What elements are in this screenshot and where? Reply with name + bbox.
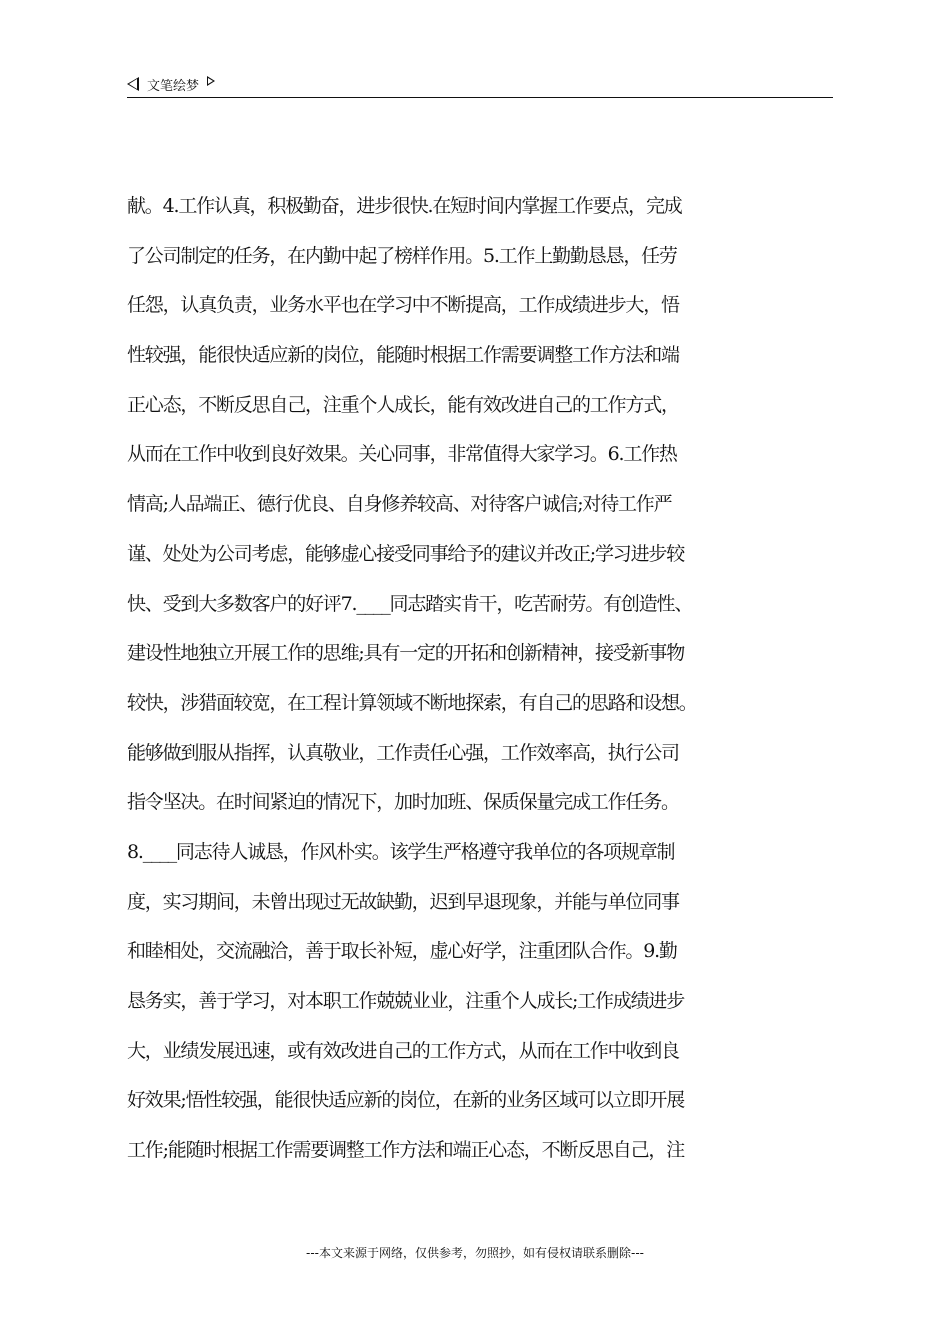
left-triangle-icon — [127, 77, 139, 91]
body-line: 快、受到大多数客户的好评7.____同志踏实肯干，吃苦耐劳。有创造性、 — [127, 592, 693, 615]
body-line: 正心态，不断反思自己，注重个人成长，能有效改进自己的工作方式， — [127, 393, 679, 416]
page-header — [127, 72, 833, 96]
body-line: 大，业绩发展迅速，或有效改进自己的工作方式，从而在工作中收到良 — [127, 1039, 679, 1062]
body-line: 指令坚决。在时间紧迫的情况下，加时加班、保质保量完成工作任务。 — [127, 791, 679, 814]
body-line: 建设性地独立开展工作的思维;具有一定的开拓和创新精神，接受新事物 — [127, 642, 685, 665]
body-line: 工作;能随时根据工作需要调整工作方法和端正心态，不断反思自己，注 — [127, 1139, 685, 1162]
document-body — [127, 188, 847, 1182]
body-line: 献。4.工作认真，积极勤奋，进步很快.在短时间内掌握工作要点，完成 — [127, 195, 682, 217]
body-line: 能够做到服从指挥，认真敬业，工作责任心强，工作效率高，执行公司 — [127, 741, 679, 764]
body-line: 了公司制定的任务，在内勤中起了榜样作用。5.工作上勤勤恳恳，任劳 — [127, 244, 677, 267]
right-triangle-icon — [207, 76, 215, 86]
body-line: 8.____同志待人诚恳，作风朴实。该学生严格遵守我单位的各项规章制 — [127, 840, 675, 863]
body-line: 较快，涉猎面较宽，在工程计算领域不断地探索，有自己的思路和设想。 — [127, 691, 697, 714]
body-line: 和睦相处，交流融洽，善于取长补短，虚心好学，注重团队合作。9.勤 — [127, 940, 677, 963]
body-line: 从而在工作中收到良好效果。关心同事，非常值得大家学习。6.工作热 — [127, 443, 677, 466]
body-line: 情高;人品端正、德行优良、自身修养较高、对待客户诚信;对待工作严 — [127, 493, 672, 516]
page-footer-disclaimer: ---本文来源于网络，仅供参考，勿照抄，如有侵权请联系删除--- — [306, 1246, 644, 1260]
body-line: 任怨，认真负责，业务水平也在学习中不断提高，工作成绩进步大，悟 — [127, 294, 679, 317]
body-line: 恳务实，善于学习，对本职工作兢兢业业，注重个人成长;工作成绩进步 — [127, 990, 685, 1012]
header-divider — [127, 97, 833, 98]
body-line: 谨、处处为公司考虑，能够虚心接受同事给予的建议并改正;学习进步较 — [127, 542, 685, 565]
body-line: 度，实习期间，未曾出现过无故缺勤，迟到早退现象，并能与单位同事 — [127, 890, 679, 913]
header-title: 文笔绘梦 — [147, 78, 200, 94]
body-line: 好效果;悟性较强，能很快适应新的岗位，在新的业务区域可以立即开展 — [127, 1089, 685, 1112]
body-line: 性较强，能很快适应新的岗位，能随时根据工作需要调整工作方法和端 — [127, 344, 679, 367]
